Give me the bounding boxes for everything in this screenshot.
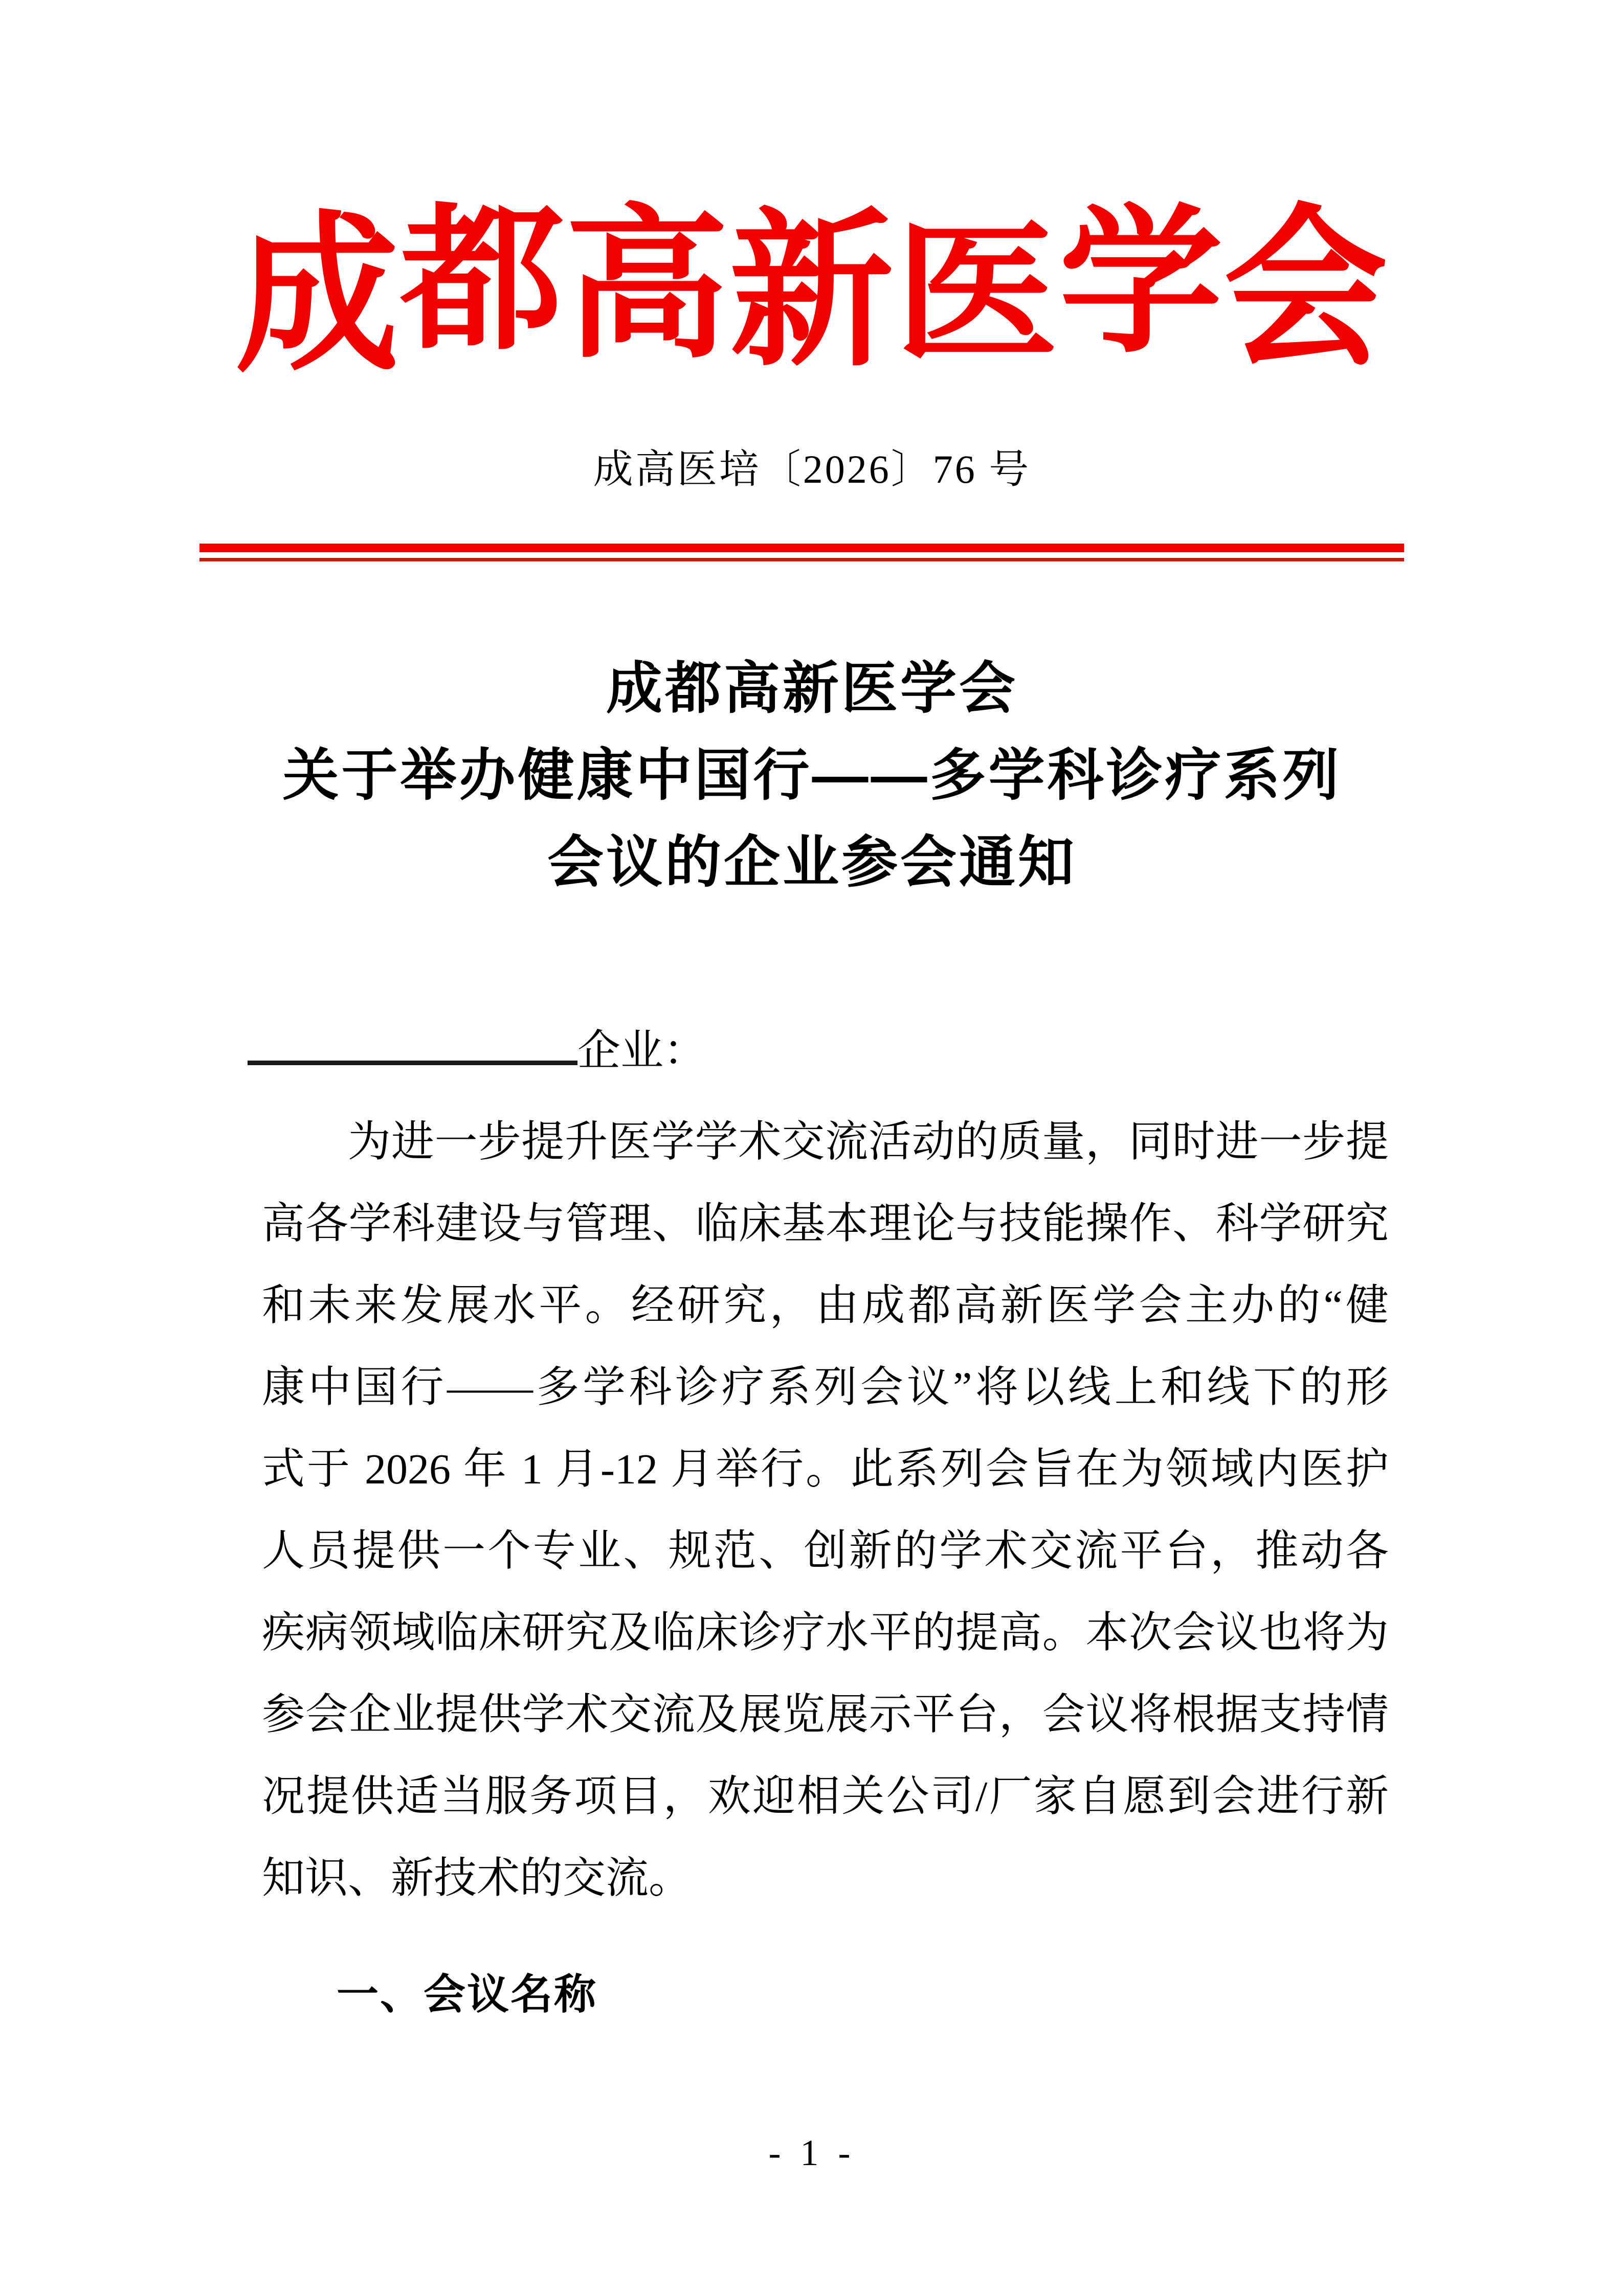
letterhead-character: 高 [565,196,730,377]
page-number: - 1 - [768,2132,856,2173]
document-number: 成高医培〔2026〕76 号 [593,447,1031,491]
letterhead-character: 学 [1059,196,1224,372]
document-title-line: 关于举办健康中国行——多学科诊疗系列 [282,744,1342,807]
document-body [262,1021,1389,2036]
body-text-line: 为进一步提升医学学术交流活动的质量，同时进一步提 [348,1118,1389,1166]
letterhead-character: 医 [894,212,1059,378]
body-text-line: 参会企业提供学术交流及展览展示平台，会议将根据支持情 [262,1691,1389,1739]
separator-thick-line [199,544,1404,552]
section-heading-meeting-name: 一、会议名称 [337,1971,598,2018]
body-paragraph [262,1101,1389,1920]
body-text-line: 和未来发展水平。经研究，由成都高新医学会主办的“健 [262,1282,1389,1330]
red-separator-rule [199,544,1404,561]
salutation-line [262,1021,1389,1082]
body-text-line: 高各学科建设与管理、临床基本理论与技能操作、科学研究 [262,1200,1389,1248]
salutation-text: 企业： [577,1027,707,1075]
body-text-line: 式于 2026 年 1 月-12 月举行。此系列会旨在为领域内医护 [262,1446,1389,1493]
document-title-line: 成都高新医学会 [606,657,1018,720]
body-text-line: 疾病领域临床研究及临床诊疗水平的提高。本次会议也将为 [262,1609,1389,1657]
fill-in-blank-underline [248,1060,577,1065]
letterhead-character: 新 [729,199,895,387]
document-title [0,645,1624,906]
letterhead-title [0,195,1624,392]
separator-thin-line [199,558,1404,561]
body-text-line: 人员提供一个专业、规范、创新的学术交流平台，推动各 [262,1527,1389,1575]
letterhead-character: 成 [235,202,401,392]
letterhead-character: 会 [1223,195,1389,387]
body-text-line: 康中国行——多学科诊疗系列会议”将以线上和线下的形 [262,1364,1389,1411]
body-text-line: 知识、新技术的交流。 [262,1855,692,1902]
body-text-line: 况提供适当服务项目，欢迎相关公司/厂家自愿到会进行新 [262,1773,1389,1820]
letterhead-character: 都 [400,195,565,369]
document-title-line: 会议的企业参会通知 [547,831,1077,894]
